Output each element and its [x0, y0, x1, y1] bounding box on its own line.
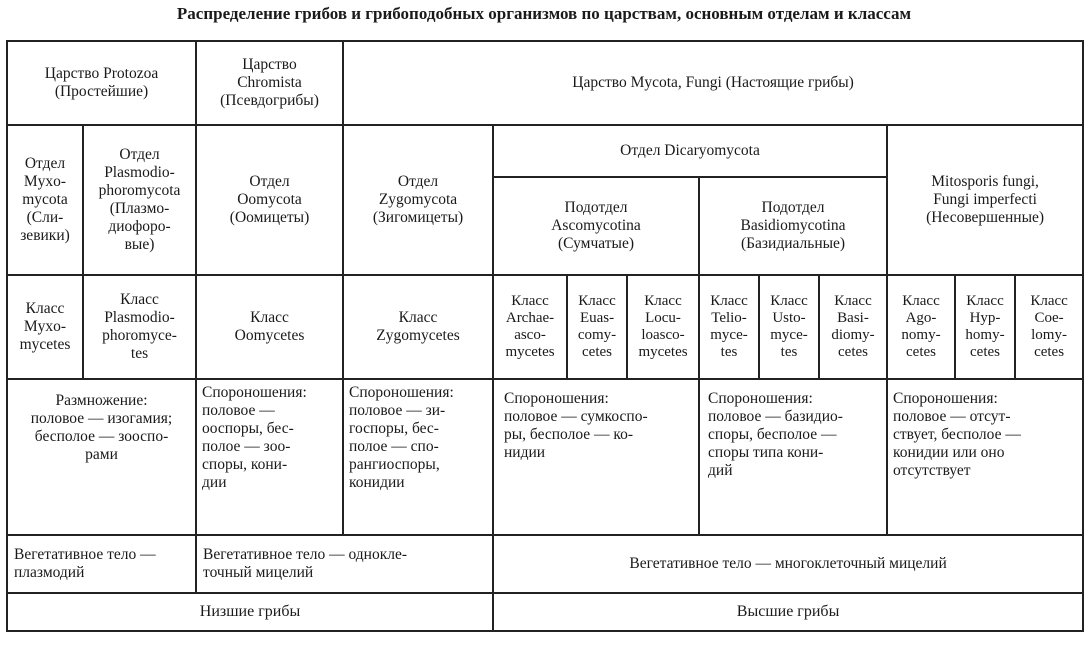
- kingdom-chromista: Царство Chromista (Псевдогрибы): [196, 41, 343, 125]
- division-oomycota: Отдел Oomycota (Оомицеты): [196, 125, 343, 275]
- kingdom-mycota: Царство Mycota, Fungi (Настоящие грибы): [343, 41, 1083, 125]
- class-zygomycetes: Класс Zygomycetes: [343, 275, 493, 379]
- reproduction-basidiomycotina: Спороношения: половое — базидио- споры, бесполое — споры типа кони- дий: [699, 379, 887, 535]
- reproduction-mitosporic: Спороношения: половое — отсут- ствует, бесполое — конидии или оно отсутствует: [887, 379, 1083, 535]
- vegetative-row: [7, 535, 1083, 593]
- classification-table: [6, 40, 1084, 632]
- reproduction-row: [7, 379, 1083, 535]
- reproduction-zygomycota: Спороношения: половое — зи- госпоры, бес- полое — спо- рангиоспоры, конидии: [343, 379, 493, 535]
- division-mitosporic-fungi: Mitosporis fungi, Fungi imperfecti (Несовершенные): [887, 125, 1083, 275]
- class-row: [7, 275, 1083, 379]
- group-higher-fungi: Высшие грибы: [493, 593, 1083, 631]
- subdivision-basidiomycotina: Подотдел Basidiomycotina (Базидиальные): [699, 177, 887, 275]
- class-teliomycetes: Класс Telio- myce- tes: [699, 275, 759, 379]
- kingdom-protozoa: Царство Protozoa (Простейшие): [7, 41, 196, 125]
- class-plasmodiophoromycetes: Класс Plasmodio- phoromyce- tes: [83, 275, 196, 379]
- class-oomycetes: Класс Oomycetes: [196, 275, 343, 379]
- class-euascomycetes: Класс Euas- comy- cetes: [567, 275, 627, 379]
- class-archaeascomycetes: Класс Archae- asco- mycetes: [493, 275, 567, 379]
- division-dicaryomycota: Отдел Dicaryomycota: [493, 125, 887, 177]
- reproduction-ascomycotina: Спороношения: половое — сумкоспо- ры, бесполое — ко- нидии: [493, 379, 699, 535]
- document-title: Распределение грибов и грибоподобных организмов по царствам, основным отделам и классам: [176, 4, 912, 23]
- class-ustomycetes: Класс Usto- myce- tes: [759, 275, 819, 379]
- subdivision-ascomycotina: Подотдел Ascomycotina (Сумчатые): [493, 177, 699, 275]
- vegetative-protozoa: Вегетативное тело — плазмодий: [7, 535, 196, 593]
- class-myxomycetes: Класс Myxo- mycetes: [7, 275, 83, 379]
- division-myxomycota: Отдел Myxo- mycota (Сли- зевики): [7, 125, 83, 275]
- class-coelomycetes: Класс Coe- lomy- cetes: [1015, 275, 1083, 379]
- vegetative-mycota: Вегетативное тело — многоклеточный мицелий: [493, 535, 1083, 593]
- vegetative-chromista-zygomycota: Вегетативное тело — однокле- точный мицелий: [196, 535, 493, 593]
- group-lower-fungi: Низшие грибы: [7, 593, 493, 631]
- division-row: [7, 125, 1083, 177]
- class-basidiomycetes: Класс Basi- diomy- cetes: [819, 275, 887, 379]
- class-loculoascomycetes: Класс Locu- loasco- mycetes: [627, 275, 699, 379]
- group-row: [7, 593, 1083, 631]
- reproduction-protozoa: Размножение: половое — изогамия; бесполое — зооспо- рами: [7, 379, 196, 535]
- class-hyphomycetes: Класс Hyp- homy- cetes: [955, 275, 1015, 379]
- division-zygomycota: Отдел Zygomycota (Зигомицеты): [343, 125, 493, 275]
- class-agonomycetes: Класс Ago- nomy- cetes: [887, 275, 955, 379]
- kingdom-row: [7, 41, 1083, 125]
- division-plasmodiophoromycota: Отдел Plasmodio- phoromycota (Плазмо- диофоро- вые): [83, 125, 196, 275]
- reproduction-chromista: Спороношения: половое — ооспоры, бес- полое — зоо- споры, кони- дии: [196, 379, 343, 535]
